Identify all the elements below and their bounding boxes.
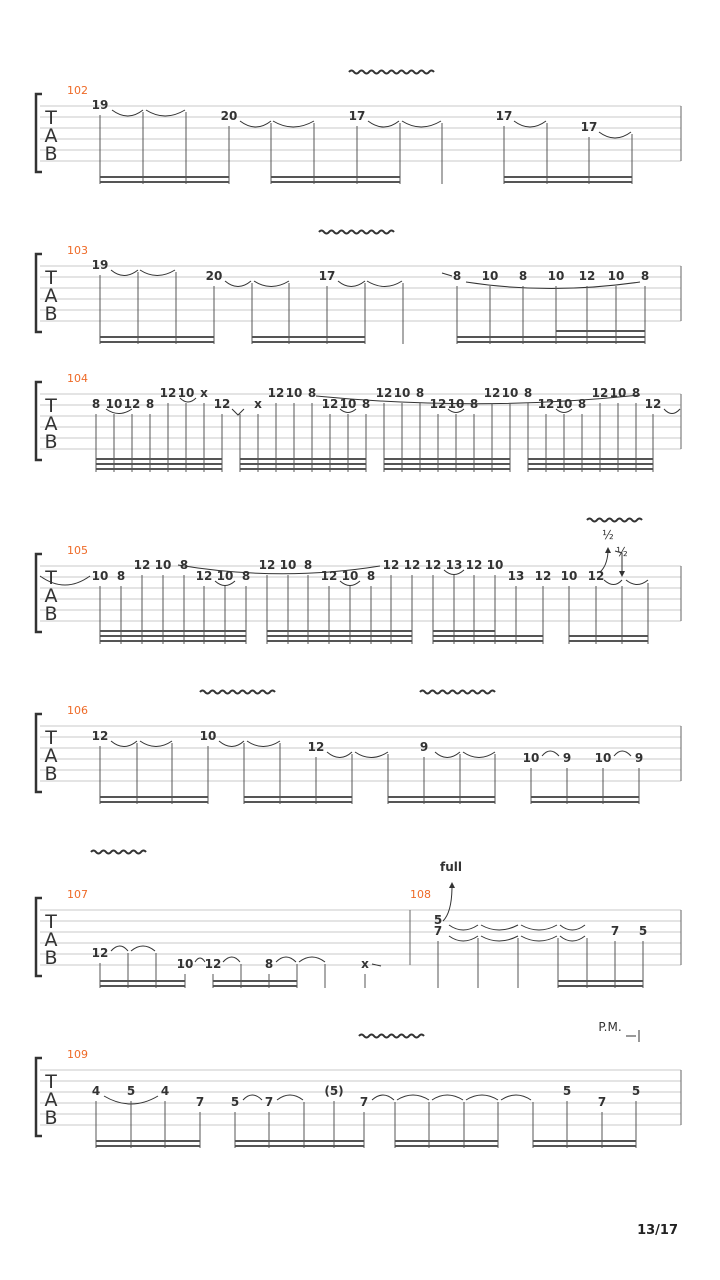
fret-number: 5 [638,924,648,938]
tab-system-5 [36,691,681,805]
fret-number: 12 [403,558,421,572]
fret-number: 12 [307,740,325,754]
fret-number: 8 [631,386,641,400]
tab-clef-a: A [44,413,58,435]
tab-system-4 [36,519,681,645]
fret-number: 12 [591,386,609,400]
bend-arrow [443,886,452,921]
tab-clef-t: T [45,911,57,933]
fret-number: 12 [483,386,501,400]
fret-number: 8 [91,397,101,411]
fret-number: x [200,386,208,400]
fret-number: 10 [279,558,297,572]
tab-clef-b: B [44,947,58,969]
fret-number: 17 [348,109,366,123]
fret-number: 5 [433,913,443,927]
fret-number: (5) [324,1084,344,1098]
fret-number: 10 [339,397,357,411]
tab-clef-t: T [45,567,57,589]
tab-clef-a: A [44,285,58,307]
fret-number: 8 [523,386,533,400]
fret-number: 8 [415,386,425,400]
fret-number: 5 [562,1084,572,1098]
tab-clef-a: A [44,929,58,951]
tab-clef-b: B [44,303,58,325]
fret-number: 8 [518,269,528,283]
measure-number: 106 [67,704,88,717]
fret-number: 10 [285,386,303,400]
fret-number: x [361,957,369,971]
fret-number: 4 [160,1084,170,1098]
fret-number: 10 [555,397,573,411]
fret-number: 12 [375,386,393,400]
fret-number: 10 [105,397,123,411]
fret-number: 10 [609,386,627,400]
tab-system-1 [36,71,681,185]
fret-number: 12 [465,558,483,572]
fret-number: 8 [640,269,650,283]
tab-system-3 [36,372,681,472]
fret-number: 10 [607,269,625,283]
fret-number: 10 [481,269,499,283]
fret-number: 12 [644,397,662,411]
measure-number: 103 [67,244,88,257]
fret-number: 5 [126,1084,136,1098]
fret-number: 19 [91,98,109,112]
measure-number: 107 [67,888,88,901]
fret-number: 12 [424,558,442,572]
fret-number: 20 [220,109,238,123]
fret-number: 10 [547,269,565,283]
fret-number: 12 [578,269,596,283]
bend-full-label: full [440,860,462,874]
fret-number: 12 [91,946,109,960]
fret-number: 10 [447,397,465,411]
tab-clef-t: T [45,267,57,289]
tie-arcs [112,110,631,138]
vibrato [200,691,495,694]
fret-number: 7 [264,1095,274,1109]
fret-number: 8 [241,569,251,583]
fret-number: 8 [577,397,587,411]
fret-number: 10 [177,386,195,400]
fret-number: 12 [382,558,400,572]
fret-number: 12 [321,397,339,411]
fret-number: 10 [393,386,411,400]
fret-number: 10 [176,957,194,971]
fret-number: 10 [594,751,612,765]
fret-number: 12 [267,386,285,400]
fret-number: 9 [634,751,644,765]
fret-number: 12 [91,729,109,743]
fret-number: 8 [303,558,313,572]
fret-number: 8 [452,269,462,283]
fret-number: x [254,397,262,411]
fret-number: 7 [359,1095,369,1109]
tab-clef-t: T [45,727,57,749]
fret-number: 10 [199,729,217,743]
fret-number: 12 [587,569,605,583]
tab-clef-b: B [44,763,58,785]
fret-number: 8 [361,397,371,411]
measure-number: 108 [410,888,431,901]
tab-clef-t: T [45,1071,57,1093]
fret-number: 8 [179,558,189,572]
fret-number: 19 [91,258,109,272]
fret-number: 12 [195,569,213,583]
fret-number: 8 [307,386,317,400]
tab-system-2 [36,231,681,345]
fret-number: 12 [159,386,177,400]
fret-number: 5 [631,1084,641,1098]
fret-number: 13 [445,558,463,572]
tab-clef-a: A [44,585,58,607]
tie-arcs [111,741,631,758]
fret-number: 8 [264,957,274,971]
fret-number: 10 [91,569,109,583]
fret-number: 12 [429,397,447,411]
fret-number: 5 [230,1095,240,1109]
measure-number: 102 [67,84,88,97]
fret-number: 9 [562,751,572,765]
fret-number: 17 [580,120,598,134]
fret-number: 10 [341,569,359,583]
palm-mute-line [626,1030,639,1042]
tab-clef-b: B [44,603,58,625]
fret-number: 13 [507,569,525,583]
fret-number: 12 [213,397,231,411]
fret-number: 9 [419,740,429,754]
vibrato [91,851,146,854]
fret-number: 4 [91,1084,101,1098]
vibrato [359,1035,424,1038]
fret-number: 8 [366,569,376,583]
fret-number: 10 [501,386,519,400]
fret-number: 17 [318,269,336,283]
fret-number: 12 [204,957,222,971]
measure-number: 109 [67,1048,88,1061]
tab-clef-t: T [45,107,57,129]
fret-number: 8 [145,397,155,411]
fret-number: 7 [610,924,620,938]
fret-number: 10 [522,751,540,765]
fret-number: 12 [534,569,552,583]
tab-clef-b: B [44,431,58,453]
fret-number: 12 [123,397,141,411]
tab-system-6 [36,851,681,989]
measure-number: 104 [67,372,88,385]
tab-clef-b: B [44,1107,58,1129]
palm-mute-label: P.M. [598,1020,622,1034]
vibrato [587,519,642,522]
tab-system-7 [36,1020,681,1148]
vibrato [319,231,394,234]
tab-clef-b: B [44,143,58,165]
fret-number: 12 [537,397,555,411]
fret-number: 7 [597,1095,607,1109]
fret-number: 12 [258,558,276,572]
fret-number: 20 [205,269,223,283]
bend-half-label: ½ [602,528,614,542]
fret-number: 17 [495,109,513,123]
tab-clef-a: A [44,745,58,767]
tab-clef-a: A [44,125,58,147]
release-half-label: ½ [616,545,628,559]
fret-number: 8 [469,397,479,411]
tab-clef-a: A [44,1089,58,1111]
page-number: 13/17 [637,1223,678,1238]
fret-number: 10 [154,558,172,572]
fret-number: 12 [133,558,151,572]
fret-number: 7 [433,924,443,938]
vibrato [349,71,434,74]
fret-number: 8 [116,569,126,583]
tab-clef-t: T [45,395,57,417]
fret-number: 10 [486,558,504,572]
measure-number: 105 [67,544,88,557]
fret-number: 10 [560,569,578,583]
fret-number: 10 [216,569,234,583]
fret-number: 12 [320,569,338,583]
fret-number: 7 [195,1095,205,1109]
